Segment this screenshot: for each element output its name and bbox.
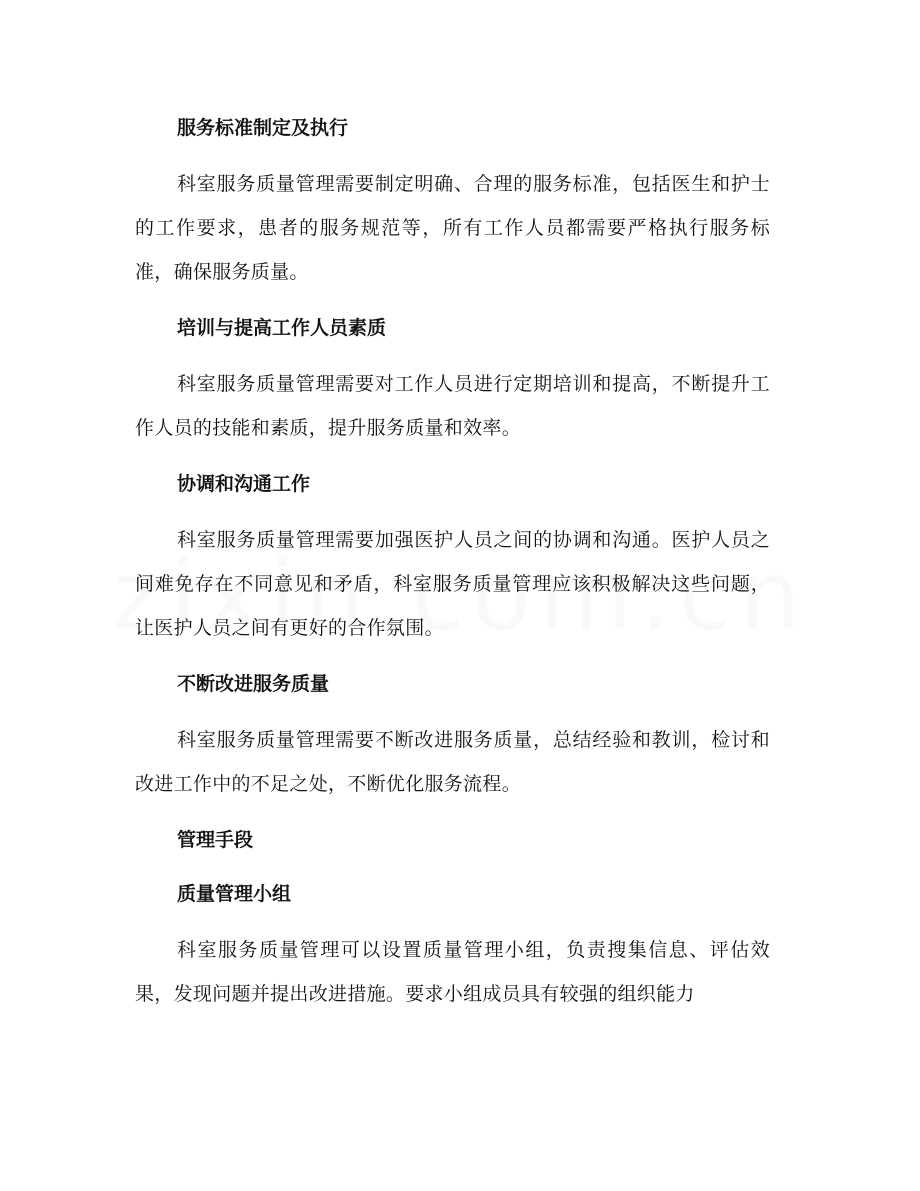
section-heading: 不断改进服务质量 [177,673,330,695]
section-heading: 培训与提高工作人员素质 [177,317,387,339]
section-body: 科室服务质量管理需要加强医护人员之间的协调和沟通。医护人员之间难免存在不同意见和矛盾，科室服务质量管理应该积极解决这些问题，让医护人员之间有更好的合作氛围。 [135,529,770,639]
section-body: 科室服务质量管理可以设置质量管理小组，负责搜集信息、评估效果，发现问题并提出改进措施。要求小组成员具有较强的组织能力 [135,939,770,1005]
section-body: 科室服务质量管理需要对工作人员进行定期培训和提高，不断提升工作人员的技能和素质，提升服务质量和效率。 [135,373,770,439]
document-page [135,108,770,1016]
section-body: 科室服务质量管理需要不断改进服务质量，总结经验和教训，检讨和改进工作中的不足之处，不断优化服务流程。 [135,729,770,795]
section-heading: 质量管理小组 [177,883,292,905]
section-heading: 协调和沟通工作 [177,473,311,495]
section-body: 科室服务质量管理需要制定明确、合理的服务标准，包括医生和护士的工作要求，患者的服务规范等，所有工作人员都需要严格执行服务标准，确保服务质量。 [135,173,770,283]
section-heading: 服务标准制定及执行 [177,117,349,139]
section-heading: 管理手段 [177,829,254,851]
